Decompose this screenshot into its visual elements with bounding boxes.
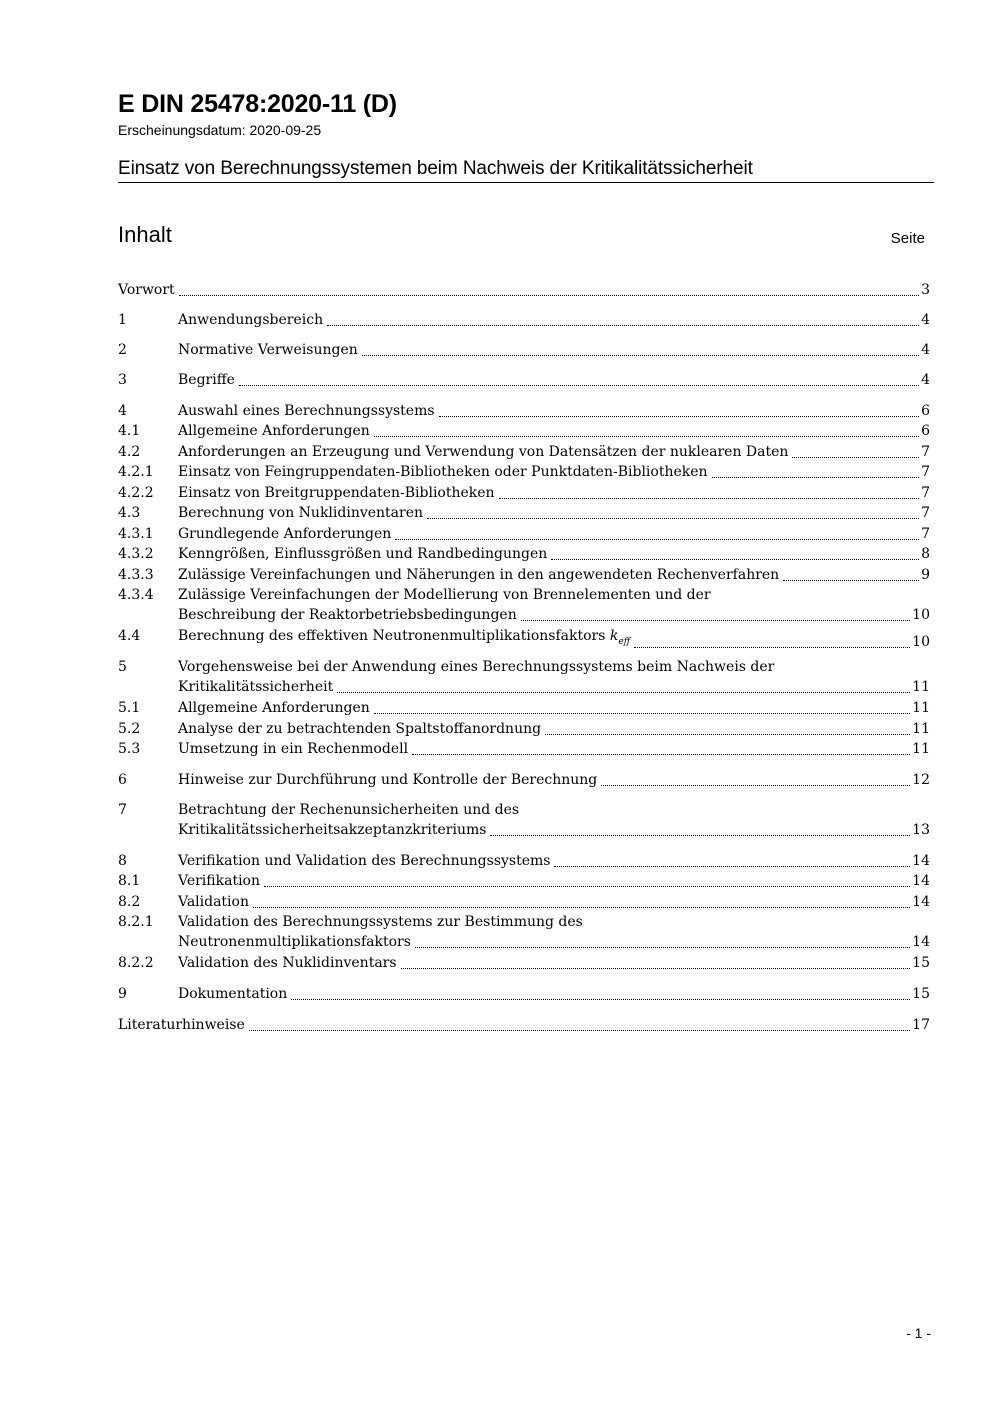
toc-leader-dots [395,538,919,540]
toc-entry-title-text: Grundlegende Anforderungen [178,526,392,542]
toc-entry[interactable] [118,421,930,441]
toc-leader-dots [792,456,919,458]
toc-entry-title-text: Neutronenmultiplikationsfaktors [178,934,411,950]
toc-entry-page: 12 [912,772,930,788]
toc-entry-title [178,698,370,718]
toc-entry-number: 4.3.1 [118,526,154,542]
toc-entry-number: 8.1 [118,873,141,889]
toc-leader-dots [239,384,919,386]
toc-entry-title [178,310,323,330]
toc-entry-title [178,677,333,697]
toc-entry-title: Zulässige Vereinfachungen der Modellierung von Brennelementen und der [178,587,711,603]
toc-entry-page: 4 [921,342,930,358]
toc-entry-page: 7 [921,526,930,542]
toc-entry-body [178,912,930,952]
toc-entry-number: 4 [118,403,127,419]
toc-entry-body [178,739,930,759]
toc-entry-page: 4 [921,312,930,328]
toc-entry-body [178,401,930,421]
toc-entry-title-text: Hinweise zur Durchführung und Kontrolle der Berechnung [178,772,598,788]
toc-entry-body [178,483,930,503]
toc-entry-number: 4.3 [118,505,141,521]
toc-entry[interactable] [118,280,930,300]
toc-leader-dots [401,967,911,969]
toc-entry-page: 4 [921,372,930,388]
toc-entry-title [178,401,435,421]
toc-entry-body [118,1015,930,1035]
toc-entry-number: 4.2 [118,444,141,460]
toc-entry[interactable] [118,739,930,759]
toc-entry-number: 2 [118,342,127,358]
toc-entry-title-text: Zulässige Vereinfachungen und Näherungen in den angewendeten Rechenverfahren [178,567,780,583]
toc-entry-body [178,524,930,544]
toc-entry-title-text: Vorwort [118,282,175,298]
toc-leader-dots [499,497,920,499]
toc-entry-title [178,442,788,462]
toc-entry-body [178,892,930,912]
toc-entry-number: 5.2 [118,721,141,737]
toc-entry-number: 4.3.3 [118,567,154,583]
toc-entry-body [178,340,930,360]
toc-entry-body [178,719,930,739]
toc-entry-number: 4.1 [118,423,141,439]
toc-entry-title [178,820,486,840]
toc-entry-page: 14 [912,934,930,950]
toc-entry-title [178,462,708,482]
toc-entry-number: 8.2.2 [118,955,154,971]
toc-entry[interactable] [118,698,930,718]
toc-entry-title [178,503,423,523]
toc-entry-title [178,892,249,912]
toc-entry[interactable] [118,462,930,482]
toc-leader-dots [545,733,910,735]
toc-entry-title: Vorgehensweise bei der Anwendung eines Berechnungssystems beim Nachweis der [178,659,775,675]
toc-entry-body [178,585,930,625]
toc-entry-page: 7 [921,444,930,460]
toc-entry-body [178,442,930,462]
toc-entry[interactable] [118,544,930,564]
toc-entry-title-text: Berechnung von Nuklidinventaren [178,505,424,521]
toc-entry-page: 13 [912,822,930,838]
toc-entry-body [178,800,930,840]
toc-leader-dots [551,558,919,560]
toc-entry-title-text: Auswahl eines Berechnungssystems [178,403,435,419]
toc-entry-title: Validation des Berechnungssystems zur Bestimmung des [178,914,583,930]
document-title: Einsatz von Berechnungssystemen beim Nachweis der Kritikalitätssicherheit [118,158,753,179]
toc-entry-number: 1 [118,312,127,328]
toc-entry-title [178,719,541,739]
toc-entry[interactable] [118,524,930,544]
toc-entry-title: Betrachtung der Rechenunsicherheiten und des [178,802,520,818]
toc-entry-title [178,626,630,652]
toc-leader-dots [712,476,920,478]
toc-entry-body [178,421,930,441]
toc-entry-number: 4.2.2 [118,485,154,501]
toc-entry-page: 10 [912,633,930,650]
toc-entry-number: 4.3.4 [118,587,154,603]
toc-entry-number: 9 [118,986,127,1002]
toc-entry-number: 4.3.2 [118,546,154,562]
toc-entry-title [178,851,550,871]
toc-entry-title-text: Beschreibung der Reaktorbetriebsbedingungen [178,607,517,623]
title-divider [118,182,934,183]
toc-entry-page: 14 [912,894,930,910]
toc-entry-page: 11 [912,721,930,737]
toc-entry-page: 6 [921,423,930,439]
toc-entry-page: 11 [912,741,930,757]
toc-entry-page: 3 [921,282,930,298]
toc-leader-dots [337,691,910,693]
toc-heading: Inhalt [118,222,172,247]
toc-entry-number: 8.2.1 [118,914,154,930]
toc-entry-number: 8 [118,853,127,869]
toc-entry-title [118,280,175,300]
toc-entry-page: 9 [921,567,930,583]
toc-entry-page: 14 [912,853,930,869]
toc-entry-title [178,953,397,973]
toc-entry-title [178,340,358,360]
toc-entry-number: 4.4 [118,628,141,644]
toc-entry-page: 7 [921,505,930,521]
toc-entry-body [178,370,930,390]
toc-entry-body [178,310,930,330]
toc-entry[interactable] [118,892,930,912]
toc-entry-page: 8 [921,546,930,562]
toc-entry-title-text: Dokumentation [178,986,288,1002]
toc-leader-dots [783,579,919,581]
toc-entry-page: 11 [912,679,930,695]
toc-entry-title [178,524,391,544]
toc-entry-title-text: Begriffe [178,372,235,388]
toc-entry[interactable] [118,503,930,523]
toc-entry-page: 14 [912,873,930,889]
toc-entry[interactable] [118,370,930,390]
toc-entry-title-text: Kritikalitätssicherheitsakzeptanzkriteriums [178,822,487,838]
toc-entry-page: 7 [921,485,930,501]
toc-entry-title [178,565,779,585]
toc-entry-body [178,851,930,871]
toc-entry-page: 7 [921,464,930,480]
toc-entry-body [178,657,930,697]
toc-entry-body [178,984,930,1004]
toc-entry[interactable] [118,1015,930,1035]
toc-entry[interactable] [118,626,930,652]
toc-entry-title [178,483,495,503]
toc-entry-body [178,544,930,564]
toc-entry-page: 15 [912,986,930,1002]
toc-entry-number: 4.2.1 [118,464,154,480]
toc-entry-title-text: Validation des Nuklidinventars [178,955,397,971]
toc-entry-body [178,770,930,790]
toc-leader-dots [179,294,919,296]
release-date: Erscheinungsdatum: 2020-09-25 [118,122,322,138]
toc-entry-title [178,544,547,564]
toc-leader-dots [362,354,919,356]
toc-entry-body [178,698,930,718]
toc-entry-title-text: Einsatz von Breitgruppendaten-Bibliotheken [178,485,495,501]
document-id: E DIN 25478:2020-11 (D) [118,90,397,118]
toc-entry-title [178,605,517,625]
toc-entry-page: 6 [921,403,930,419]
toc-entry[interactable] [118,719,930,739]
toc-entry-title [118,1015,245,1035]
toc-leader-dots [490,834,910,836]
toc-entry[interactable] [118,442,930,462]
toc-entry-number: 5.1 [118,700,141,716]
toc-entry-title [178,871,260,891]
toc-leader-dots [374,712,910,714]
toc-leader-dots [327,324,919,326]
toc-entry[interactable] [118,585,930,625]
toc-entry-title-text: Einsatz von Feingruppendaten-Bibliotheken oder Punktdaten-Bibliotheken [178,464,708,480]
keff-symbol: $k_{eff}$ [609,628,631,647]
toc-entry[interactable] [118,657,930,697]
toc-entry-number: 3 [118,372,127,388]
toc-entry-page: 11 [912,700,930,716]
toc-entry-number: 5.3 [118,741,141,757]
toc-entry-title-text: Literaturhinweise [118,1017,245,1033]
toc-leader-dots [264,885,910,887]
toc-entry[interactable] [118,483,930,503]
page-number: - 1 - [906,1325,931,1341]
toc-entry-title-text: Verifikation [178,873,260,889]
toc-entry-title-text: Kenngrößen, Einflussgrößen und Randbedingungen [178,546,548,562]
toc-entry[interactable] [118,401,930,421]
toc-entry[interactable] [118,871,930,891]
toc-entry-title-text: Anforderungen an Erzeugung und Verwendung von Datensätzen der nuklearen Daten [178,444,789,460]
toc-entry-title-text: Normative Verweisungen [178,342,358,358]
toc-entry[interactable] [118,340,930,360]
toc-entry[interactable] [118,565,930,585]
toc-entry-page: 15 [912,955,930,971]
toc-entry-page: 10 [912,607,930,623]
toc-entry-title-text: Allgemeine Anforderungen [178,423,370,439]
toc-entry-title-text: Allgemeine Anforderungen [178,700,370,716]
toc-entry-page: 17 [912,1017,930,1033]
toc-entry[interactable] [118,912,930,952]
toc-leader-dots [253,906,910,908]
toc-leader-dots [249,1029,910,1031]
toc-entry-number: 5 [118,659,127,675]
toc-entry-title [178,370,235,390]
toc-entry-number: 6 [118,772,127,788]
toc-entry[interactable] [118,851,930,871]
toc-entry-title [178,932,411,952]
toc-leader-dots [415,946,910,948]
toc-entry-body [178,565,930,585]
toc-entry-number: 8.2 [118,894,141,910]
toc-entry-title-text: Validation [178,894,249,910]
toc-leader-dots [521,619,910,621]
toc-entry[interactable] [118,770,930,790]
toc-entry-title-text: Kritikalitätssicherheit [178,679,334,695]
toc-entry[interactable] [118,953,930,973]
toc-entry-title [178,984,287,1004]
toc-entry-title-text: Anwendungsbereich [178,312,324,328]
toc-entry-title [178,770,597,790]
toc-entry[interactable] [118,800,930,840]
toc-entry-title-text: Verifikation und Validation des Berechnungssystems [178,853,551,869]
toc-leader-dots [634,646,910,648]
toc-leader-dots [291,998,910,1000]
toc-entry-title [178,739,408,759]
toc-leader-dots [374,435,919,437]
toc-entry[interactable] [118,310,930,330]
toc-entry-title-text: Analyse der zu betrachtenden Spaltstoffanordnung [178,721,542,737]
toc-entry[interactable] [118,984,930,1004]
toc-entry-number: 7 [118,802,127,818]
toc-entry-body [118,280,930,300]
toc-entry-body [178,503,930,523]
toc-entry-body [178,626,930,652]
toc-entry-title-text: Berechnung des effektiven Neutronenmultiplikationsfaktors [178,628,606,644]
toc-entry-body [178,953,930,973]
toc-entry-body [178,462,930,482]
toc-page-column-label: Seite [890,230,925,247]
toc-leader-dots [601,784,910,786]
toc-entry-body [178,871,930,891]
toc-leader-dots [412,753,910,755]
toc-leader-dots [439,415,920,417]
toc-leader-dots [554,865,910,867]
toc-entry-title [178,421,370,441]
toc-leader-dots [427,517,919,519]
toc-entry-title-text: Umsetzung in ein Rechenmodell [178,741,409,757]
